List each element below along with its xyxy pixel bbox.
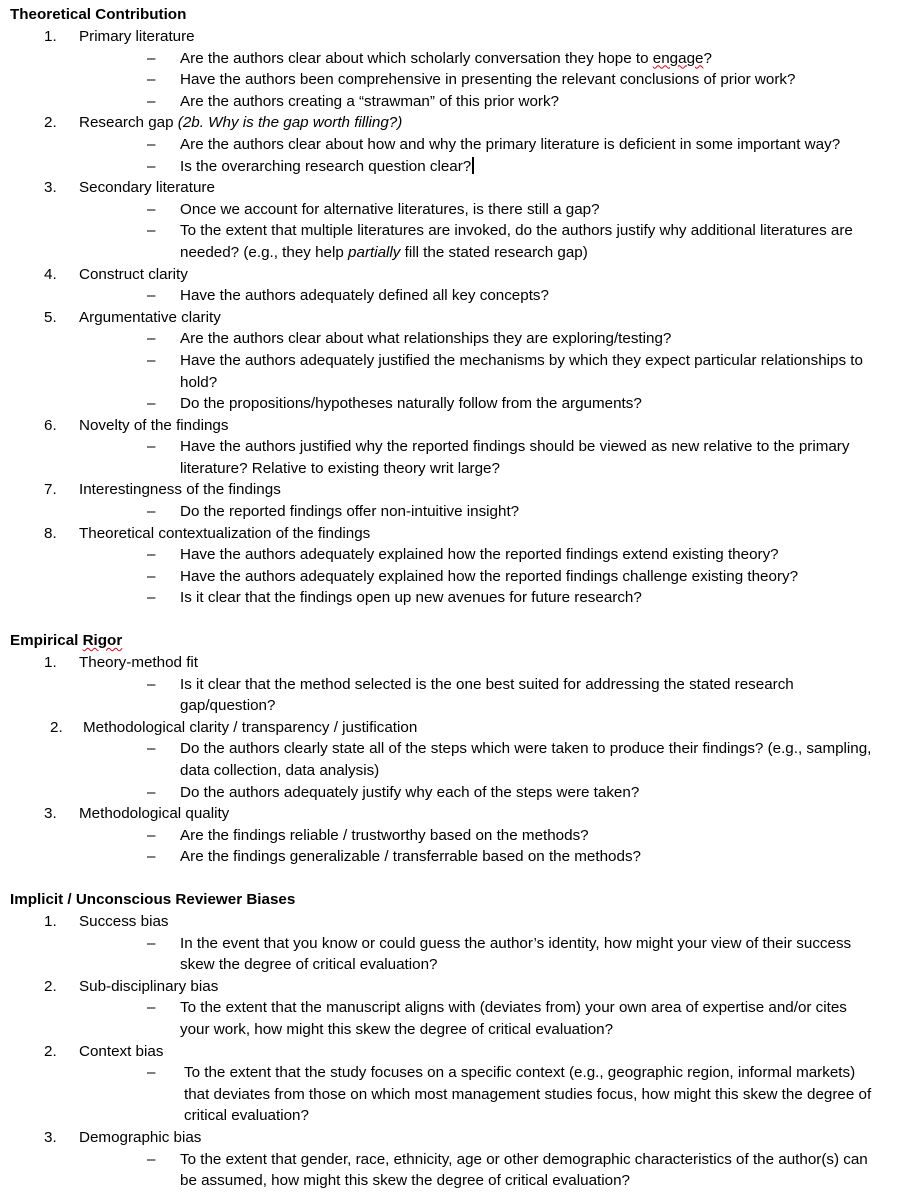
question-text: Are the findings reliable / trustworthy based on the methods? [180,826,589,844]
item-number: 1. [44,654,57,672]
dash-bullet: – [147,567,156,585]
item-number: 3. [44,805,57,823]
question [10,48,904,70]
question-text: Are the authors clear about what relationships they are exploring/testing? [180,330,672,348]
dash-bullet: – [147,351,156,369]
question-text: Have the authors been comprehensive in presenting the relevant conclusions of prior work? [180,71,796,89]
item-number: 4. [44,265,57,283]
item-research-gap [10,112,904,134]
question [10,566,904,588]
question [10,782,904,804]
item-methodological-quality [10,803,904,825]
item-demographic-bias [10,1127,904,1149]
question-text: Do the authors adequately justify why each of the steps were taken? [180,783,640,801]
question [10,587,904,609]
item-label: Sub-disciplinary bias [79,977,219,995]
item-label [79,112,402,134]
item-theoretical-contextualization [10,523,904,545]
question [10,1062,904,1127]
dash-bullet: – [147,135,156,153]
item-novelty [10,415,904,437]
question-text: Have the authors adequately explained how the reported findings extend existing theory? [180,546,779,564]
item-label-note: (2b. Why is the gap worth filling?) [177,114,403,132]
question [10,220,904,263]
item-number: 2. [44,977,57,995]
item-number: 3. [44,1128,57,1146]
item-label: Novelty of the findings [79,416,229,434]
dash-bullet: – [147,675,156,693]
question-text: Are the authors creating a “strawman” of this prior work? [180,92,559,110]
spellcheck-word-rigor: Rigor [82,632,123,650]
section-heading-empirical-rigor [10,630,904,652]
item-number: 2. [44,1042,57,1060]
question [10,933,904,976]
item-label: Success bias [79,912,169,930]
item-number: 5. [44,308,57,326]
question [10,738,904,781]
question-text: Are the authors clear about which scholarly conversation they hope to [180,49,653,67]
question [10,91,904,113]
dash-bullet: – [147,1150,156,1168]
question-text: To the extent that gender, race, ethnicity, age or other demographic characteristics of the author(s) can be assumed, how might this skew the degree of critical evaluation? [180,1150,868,1190]
dash-bullet: – [147,200,156,218]
section-spacer [10,868,904,889]
item-label: Primary literature [79,28,195,45]
section-heading-theoretical-contribution: Theoretical Contribution [10,6,187,23]
dash-bullet: – [147,503,156,521]
dash-bullet: – [147,999,156,1017]
question-text: Have the authors adequately explained how the reported findings challenge existing theory? [180,567,799,585]
question-text: Once we account for alternative literatures, is there still a gap? [180,200,600,218]
item-sub-disciplinary-bias [10,976,904,998]
question [10,328,904,350]
question-text: In the event that you know or could guess the author’s identity, how might your view of their success skew the degree of critical evaluation? [180,934,852,974]
item-label: Secondary literature [79,179,215,197]
dash-bullet: – [147,934,156,952]
dash-bullet: – [147,287,156,305]
item-interestingness [10,479,904,501]
dash-bullet: – [147,848,156,866]
question-text: Is it clear that the findings open up new avenues for future research? [180,589,642,607]
dash-bullet: – [147,438,156,456]
item-number: 3. [44,179,57,197]
section-heading-reviewer-biases: Implicit / Unconscious Reviewer Biases [10,890,296,908]
question-text: Is it clear that the method selected is the one best suited for addressing the stated research gap/question? [180,675,794,715]
question [10,69,904,91]
dash-bullet: – [147,395,156,413]
dash-bullet: – [147,589,156,607]
question [10,285,904,307]
question [10,393,904,415]
item-context-bias [10,1041,904,1063]
question [10,501,904,523]
question-text: Do the reported findings offer non-intuitive insight? [180,503,520,521]
item-label: Demographic bias [79,1128,202,1146]
item-number: 8. [44,524,57,542]
question-text: Have the authors adequately justified the mechanisms by which they expect particular relationships to hold? [180,351,863,391]
heading-text: Empirical [10,632,83,650]
item-number: 2. [44,114,57,132]
item-label-text: Research gap [79,114,178,132]
question-emphasis: partially [348,243,401,261]
item-number: 1. [44,912,57,930]
question [10,544,904,566]
question-text: To the extent that the manuscript aligns with (deviates from) your own area of expertise and/or cites your work, how might this skew the degree of critical evaluation? [180,999,847,1038]
item-label: Theoretical contextualization of the findings [79,524,371,542]
question-text: Have the authors justified why the reported findings should be viewed as new relative to the primary literature? Relative to existing theory writ large? [180,438,850,477]
dash-bullet: – [147,546,156,564]
dash-bullet: – [147,49,156,67]
question [10,674,904,717]
question [10,350,904,393]
item-label: Theory-method fit [79,654,199,672]
item-number: 6. [44,416,57,434]
question [10,997,904,1040]
question-text: To the extent that the study focuses on a specific context (e.g., geographic region, informal markets) that deviates from those on which most management studies focus, how might this skew the degree of critical evaluation? [184,1064,872,1125]
dash-bullet: – [147,71,156,89]
question [10,825,904,847]
item-label: Argumentative clarity [79,308,221,326]
question-text: Have the authors adequately defined all key concepts? [180,287,549,305]
dash-bullet: – [147,740,156,758]
item-label: Methodological quality [79,805,230,823]
item-success-bias [10,911,904,933]
section-spacer [10,609,904,630]
question [10,436,904,479]
text-cursor [472,157,474,174]
item-number: 7. [44,481,57,499]
item-secondary-literature [10,177,904,199]
item-construct-clarity [10,264,904,286]
item-primary-literature [10,26,904,48]
item-number: 2. [50,718,63,736]
dash-bullet: – [147,330,156,348]
question-text: Are the authors clear about how and why the primary literature is deficient in some important way? [180,135,841,153]
question-text: To the extent that multiple literatures are invoked, do the authors justify why additional literatures are needed? (e.g., they help [180,222,853,261]
spellcheck-word-engage: engage [652,49,704,67]
dash-bullet: – [147,1064,156,1082]
item-methodological-clarity [10,717,904,739]
question-text: Do the authors clearly state all of the steps which were taken to produce their findings? (e.g., sampling, data collection, data analysis) [180,740,872,779]
dash-bullet: – [147,92,156,110]
dash-bullet: – [147,222,156,240]
question [10,156,904,178]
dash-bullet: – [147,783,156,801]
item-theory-method-fit [10,652,904,674]
question [10,134,904,156]
question-text: Is the overarching research question clear? [180,157,472,175]
question-text: Are the findings generalizable / transferrable based on the methods? [180,848,641,866]
question [10,846,904,868]
dash-bullet: – [147,157,156,175]
item-label: Construct clarity [79,265,188,283]
item-label: Methodological clarity / transparency / justification [83,718,418,736]
question-text: Do the propositions/hypotheses naturally follow from the arguments? [180,395,642,413]
item-label: Context bias [79,1042,164,1060]
question-text-tail: ? [703,49,712,67]
dash-bullet: – [147,826,156,844]
item-number: 1. [44,28,57,45]
question [10,199,904,221]
question-text-tail: fill the stated research gap) [400,243,588,261]
question [10,1149,904,1192]
item-argumentative-clarity [10,307,904,329]
item-label: Interestingness of the findings [79,481,281,499]
